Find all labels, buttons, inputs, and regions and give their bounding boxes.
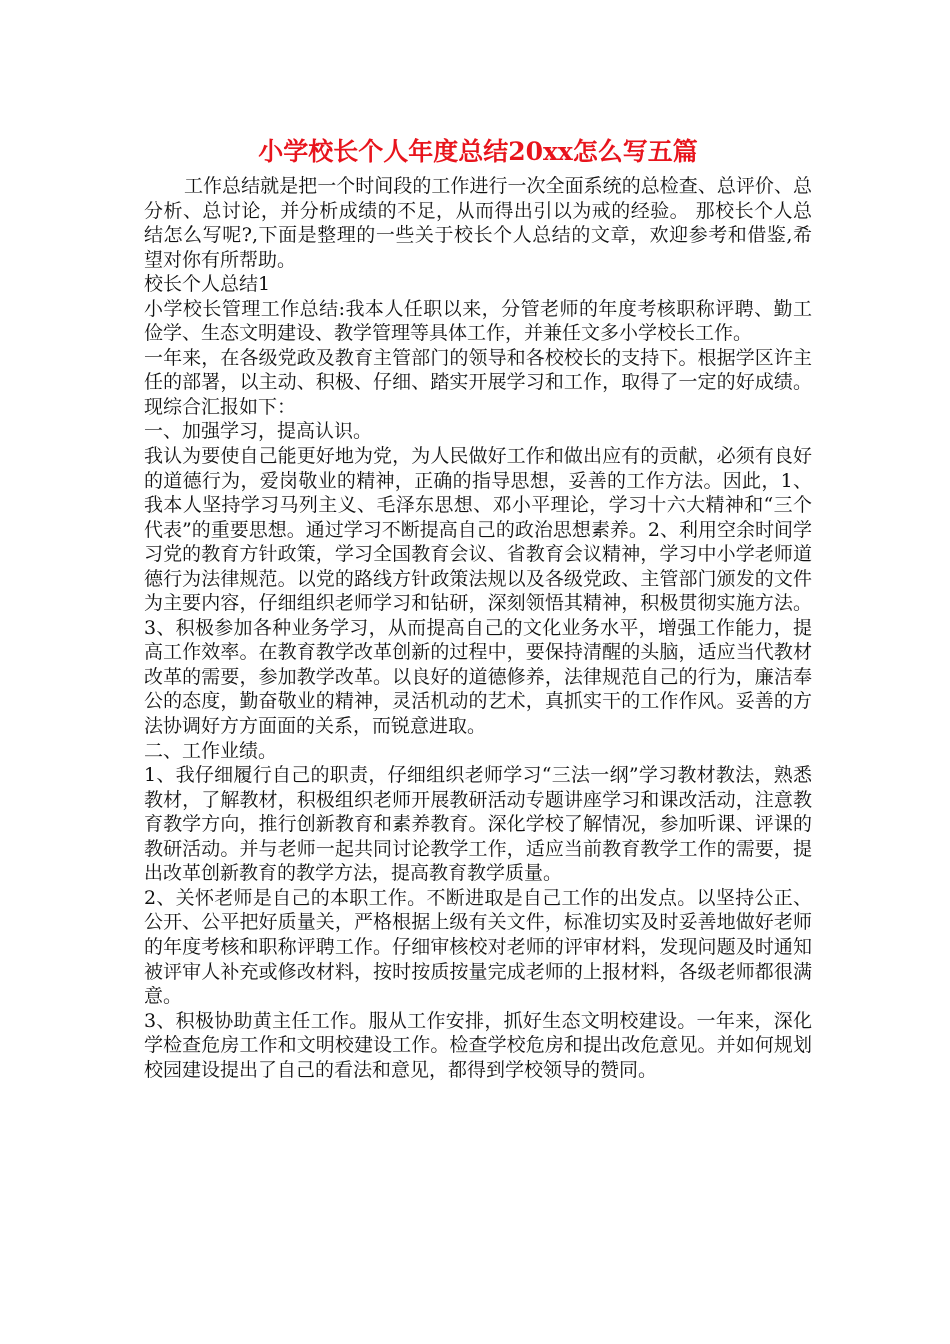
body-paragraph: 3、积极协助黄主任工作。服从工作安排，抓好生态文明校建设。一年来，深化学检查危房工作和文明校建设工作。检查学校危房和提出改危意见。并如何规划校园建设提出了自己的看法和意见，都得到学校领导的赞同。 [144,1009,812,1081]
body-paragraph: 一年来，在各级党政及教育主管部门的领导和各校校长的支持下。根据学区许主任的部署，以主动、积极、仔细、踏实开展学习和工作，取得了一定的好成绩。现综合汇报如下： [144,346,812,418]
document-page [144,0,812,1082]
body-paragraph: 小学校长管理工作总结:我本人任职以来，分管老师的年度考核职称评聘、勤工俭学、生态文明建设、教学管理等具体工作，并兼任文多小学校长工作。 [144,297,812,345]
body-paragraph: 2、关怀老师是自己的本职工作。不断进取是自己工作的出发点。以坚持公正、公开、公平把好质量关，严格根据上级有关文件，标准切实及时妥善地做好老师的年度考核和职称评聘工作。仔细审核校对老师的评审材料，发现问题及时通知被评审人补充或修改材料，按时按质按量完成老师的上报材料，各级老师都很满意。 [144,886,812,1008]
document-title: 小学校长个人年度总结20xx怎么写五篇 [258,137,698,166]
body-paragraph: 我认为要使自己能更好地为党，为人民做好工作和做出应有的贡献，必须有良好的道德行为，爱岗敬业的精神，正确的指导思想，妥善的工作方法。因此，1、我本人坚持学习马列主义、毛泽东思想、邓小平理论，学习十六大精神和“三个代表”的重要思想。通过学习不断提高自己的政治思想素养。2、利用空余时间学习党的教育方针政策，学习全国教育会议、省教育会议精神，学习中小学老师道德行为法律规范。以党的路线方针政策法规以及各级党政、主管部门颁发的文件为主要内容，仔细组织老师学习和钻研，深刻领悟其精神，积极贯彻实施方法。3、积极参加各种业务学习，从而提高自己的文化业务水平，增强工作能力，提高工作效率。在教育教学改革创新的过程中，要保持清醒的头脑，适应当代教材改革的需要，参加教学改革。以良好的道德修养，法律规范自己的行为，廉洁奉公的态度，勤奋敬业的精神，灵活机动的艺术，真抓实干的工作作风。妥善的方法协调好方方面面的关系，而锐意进取。 [144,445,812,738]
document-body [144,174,812,1082]
subsection-heading: 二、工作业绩。 [144,739,278,762]
section-heading: 校长个人总结1 [144,273,271,296]
body-paragraph: 1、我仔细履行自己的职责，仔细组织老师学习“三法一纲”学习教材教法，熟悉教材，了解教材，积极组织老师开展教研活动专题讲座学习和课改活动，注意教育教学方向，推行创新教育和素养教育。深化学校了解情况，参加听课、评课的教研活动。并与老师一起共同讨论教学工作，适应当前教育教学工作的需要，提出改革创新教育的教学方法，提高教育教学质量。 [144,764,812,885]
subsection-heading: 一、加强学习，提高认识。 [144,420,373,443]
intro-paragraph: 工作总结就是把一个时间段的工作进行一次全面系统的总检查、总评价、总分析、总讨论，并分析成绩的不足，从而得出引以为戒的经验。 那校长个人总结怎么写呢?,下面是整理的一些关于校长个人总结的文章，欢迎参考和借鉴,希望对你有所帮助。 [144,175,812,271]
